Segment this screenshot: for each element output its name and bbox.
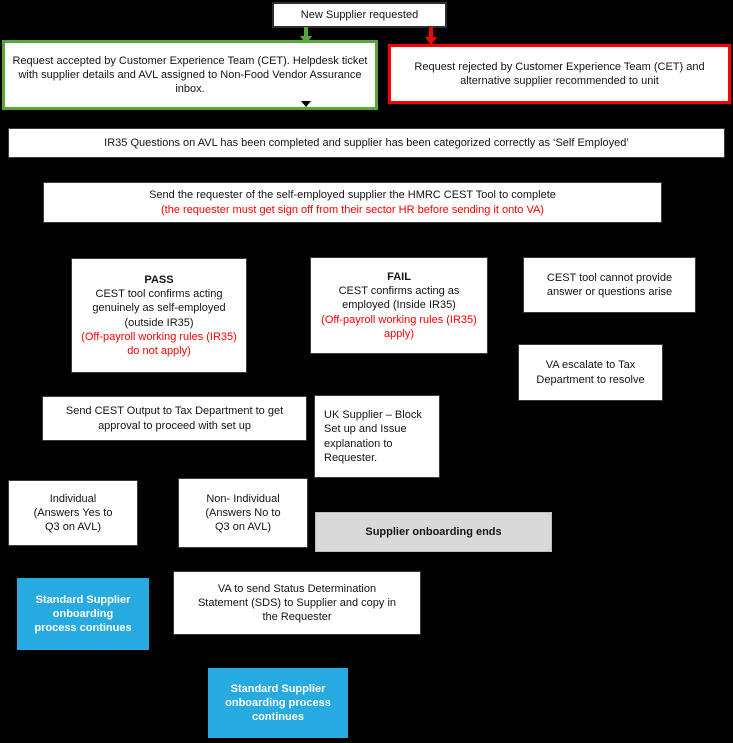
node-cest-cannot-answer bbox=[523, 257, 696, 313]
node-send-sds-text: VA to send Status Determination Statement (SDS) to Supplier and copy in the Requester bbox=[197, 582, 397, 624]
node-request-accepted bbox=[2, 40, 378, 110]
node-fail-title: FAIL bbox=[387, 271, 411, 284]
node-ir35-questions bbox=[8, 128, 725, 158]
node-send-cest-output-text: Send CEST Output to Tax Department to get approval to proceed with set up bbox=[65, 405, 284, 432]
node-send-cest-output bbox=[42, 396, 307, 441]
node-va-escalate bbox=[518, 344, 663, 401]
node-fail-text: CEST confirms acting as employed (Inside IR35) bbox=[338, 285, 460, 312]
node-pass bbox=[71, 258, 247, 373]
node-standard-continues-bottom bbox=[208, 668, 348, 738]
node-send-sds bbox=[173, 571, 421, 635]
node-va-escalate-text: VA escalate to Tax Department to resolve bbox=[536, 359, 645, 386]
node-request-rejected-text: Request rejected by Customer Experience Team (CET) and alternative supplier recommended to unit bbox=[414, 60, 705, 87]
node-individual bbox=[8, 480, 138, 546]
connector-down-arrow-icon bbox=[301, 101, 311, 107]
node-standard-continues-left bbox=[17, 578, 149, 650]
node-new-supplier-requested bbox=[272, 2, 447, 28]
node-request-accepted-text: Request accepted by Customer Experience Team (CET). Helpdesk ticket with supplier details and AVL assigned to Non-Food Vendor Assurance inbox. bbox=[12, 54, 368, 96]
node-individual-text: Individual (Answers Yes to Q3 on AVL) bbox=[33, 492, 113, 534]
node-request-rejected bbox=[388, 44, 731, 104]
node-non-individual-text: Non- Individual (Answers No to Q3 on AVL) bbox=[205, 492, 281, 534]
node-cest-cannot-answer-text: CEST tool cannot provide answer or questions arise bbox=[546, 271, 673, 298]
node-standard-continues-bottom-text: Standard Supplier onboarding process continues bbox=[225, 682, 331, 724]
node-fail-note: (Off-payroll working rules (IR35) apply) bbox=[321, 313, 477, 340]
arrow-reject-icon bbox=[425, 27, 437, 45]
node-onboarding-ends-text: Supplier onboarding ends bbox=[365, 525, 502, 538]
node-new-supplier-requested-text: New Supplier requested bbox=[300, 8, 419, 21]
node-send-cest-tool bbox=[43, 182, 662, 223]
node-uk-supplier-block bbox=[314, 395, 440, 478]
node-onboarding-ends bbox=[315, 512, 552, 552]
node-send-cest-tool-note: (the requester must get sign off from their sector HR before sending it onto VA) bbox=[161, 203, 544, 216]
node-uk-supplier-block-text: UK Supplier – Block Set up and Issue explanation to Requester. bbox=[324, 409, 422, 464]
node-send-cest-tool-text: Send the requester of the self-employed supplier the HMRC CEST Tool to complete bbox=[149, 189, 556, 202]
node-standard-continues-left-text: Standard Supplier onboarding process continues bbox=[34, 593, 132, 635]
node-fail bbox=[310, 257, 488, 354]
node-pass-title: PASS bbox=[144, 274, 174, 287]
node-non-individual bbox=[178, 478, 308, 548]
node-pass-note: (Off-payroll working rules (IR35) do not apply) bbox=[81, 330, 237, 357]
node-ir35-questions-text: IR35 Questions on AVL has been completed and supplier has been categorized correctly as ‘Self Employed’ bbox=[104, 136, 629, 149]
node-pass-text: CEST tool confirms acting genuinely as self-employed (outside IR35) bbox=[92, 288, 226, 329]
